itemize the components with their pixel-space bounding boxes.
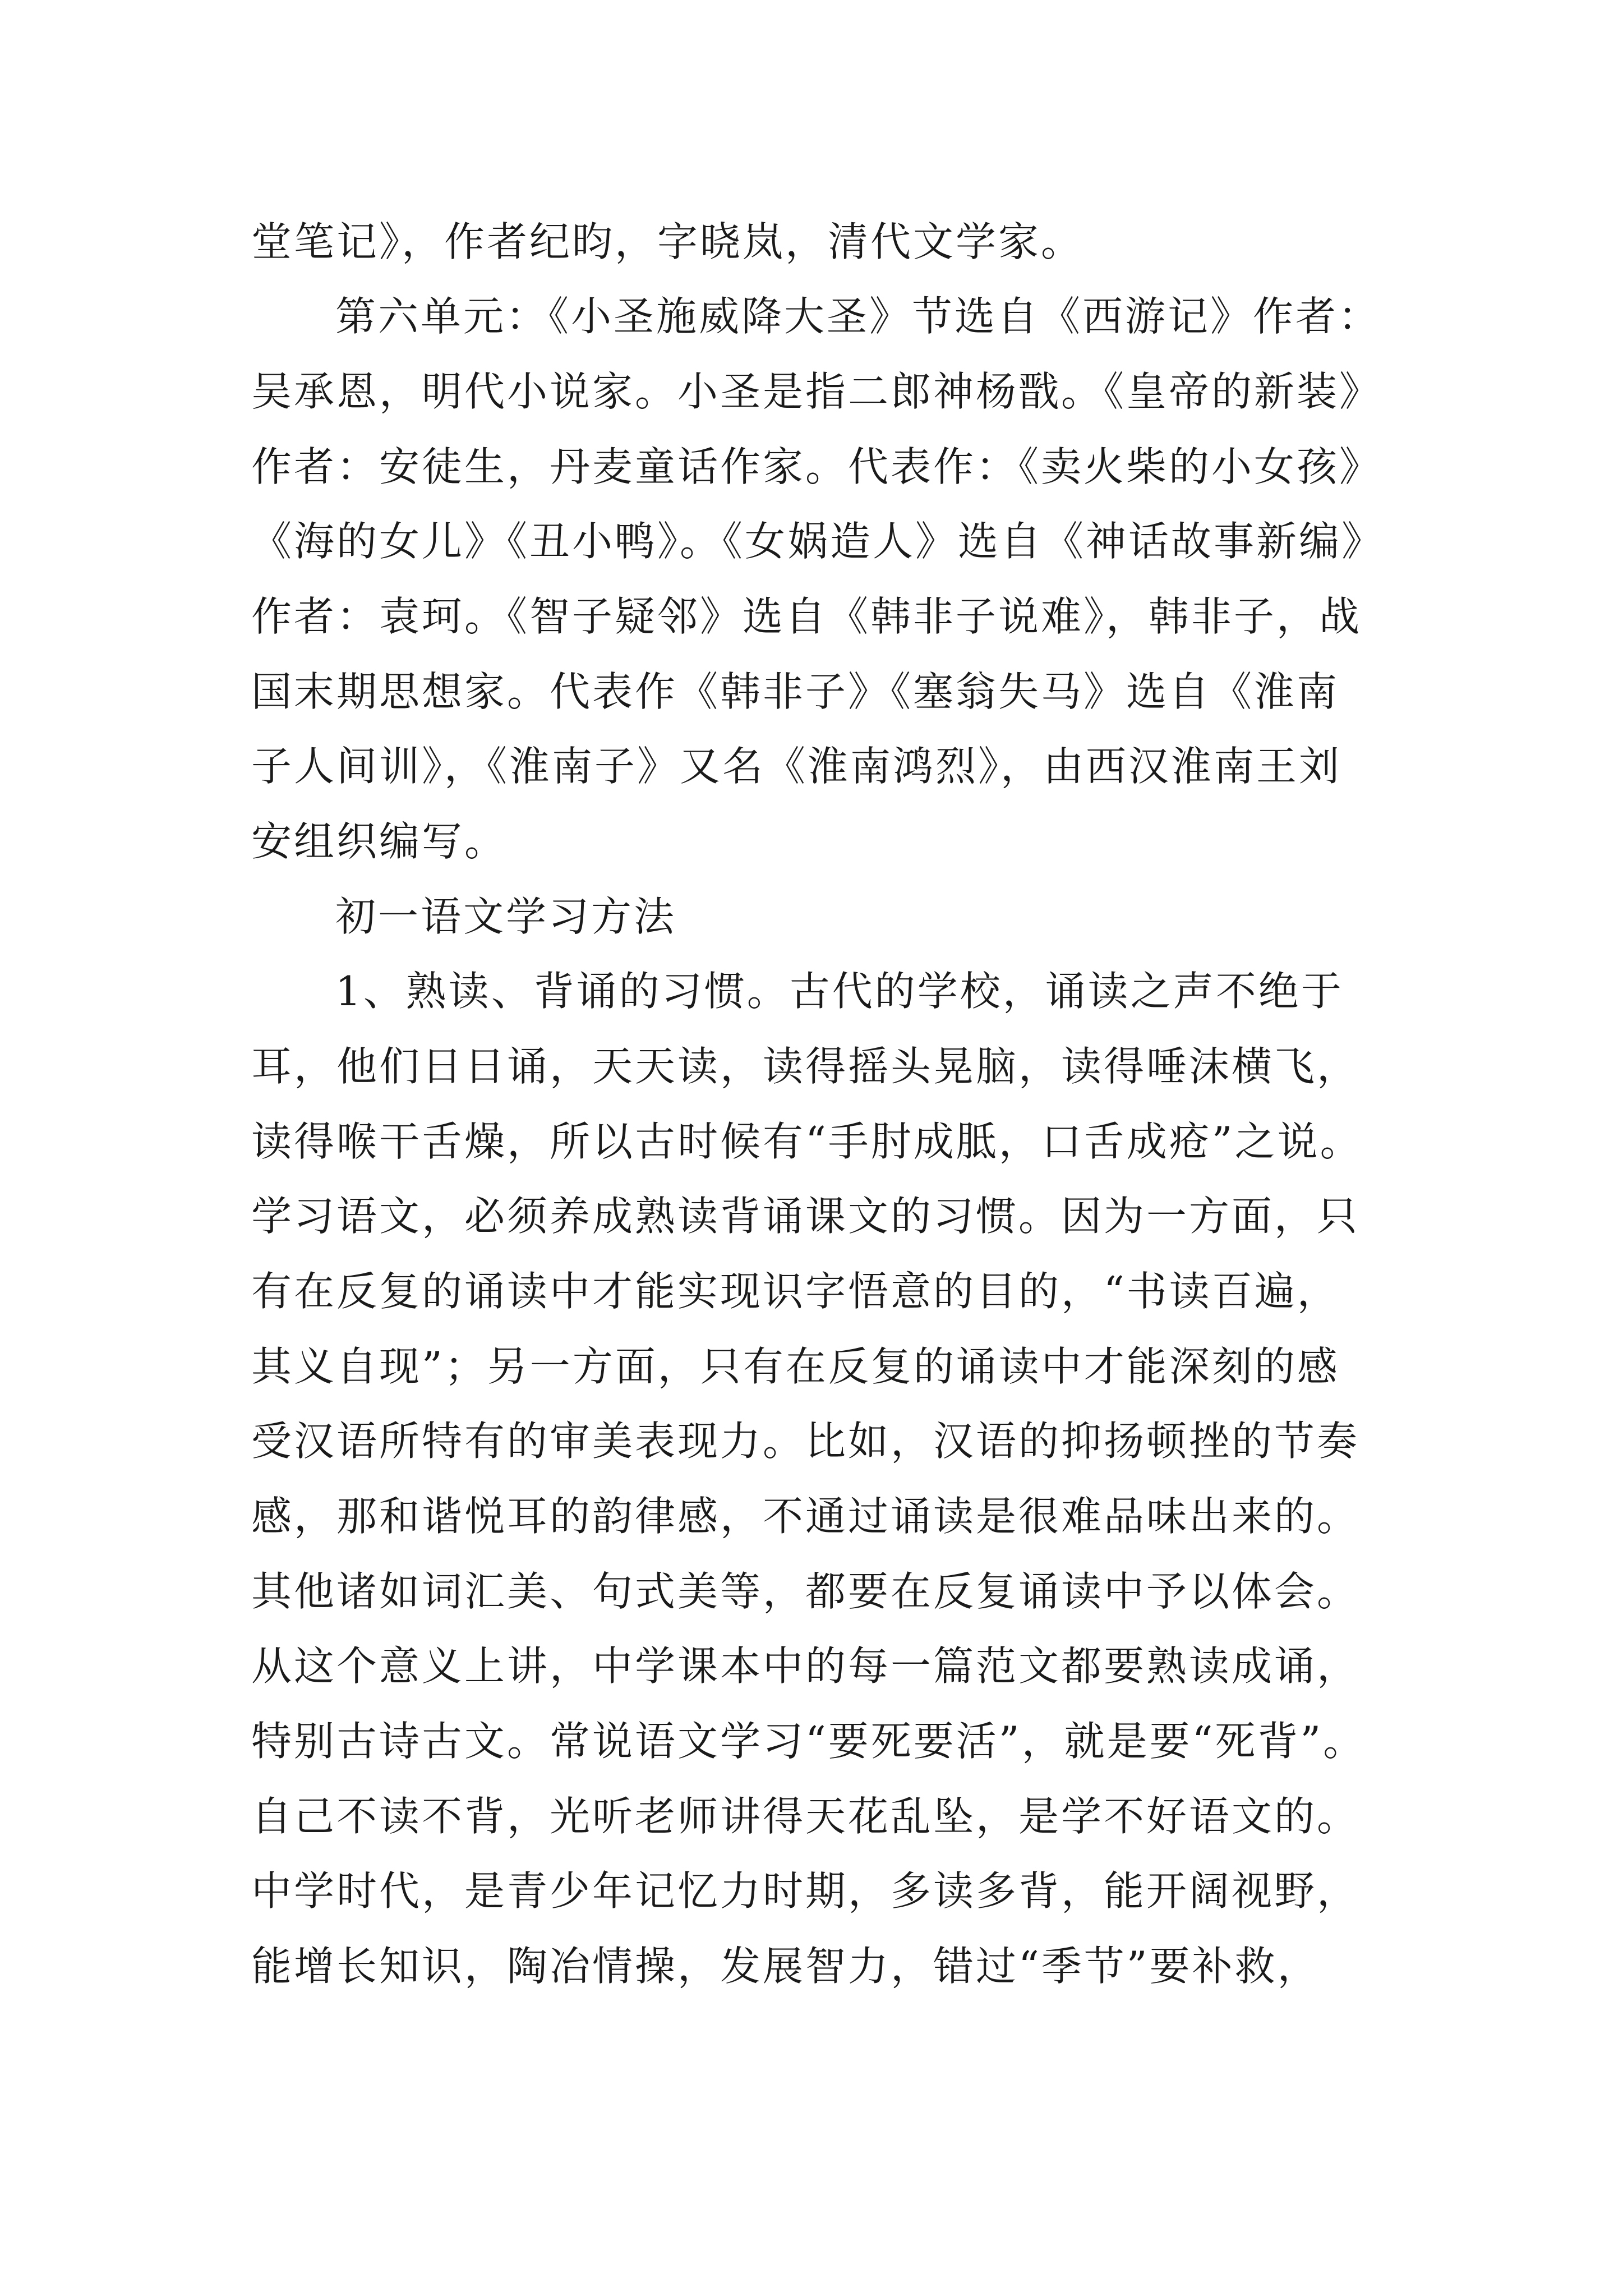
text-line: 能增长知识，陶冶情操，发展智力，错过“季节”要补救， [251,1943,1320,1990]
text-line: 特别古诗古文。常说语文学习“要死要活”，就是要“死背”。 [251,1718,1366,1765]
text-line: 从这个意义上讲，中学课本中的每一篇范文都要熟读成诵， [251,1642,1360,1690]
text-line: 安组织编写。 [251,818,508,865]
text-line: 中学时代，是青少年记忆力时期，多读多背，能开阔视野， [251,1867,1360,1915]
text-line: 其他诸如词汇美、句式美等，都要在反复诵读中予以体会。 [251,1568,1360,1615]
text-line: 读得喉干舌燥，所以古时候有“手肘成胝，口舌成疮”之说。 [251,1118,1363,1165]
text-line: 其义自现”；另一方面，只有在反复的诵读中才能深刻的感 [251,1343,1340,1390]
text-line: 《海的女儿》《丑小鸭》。《女娲造人》选自《神话故事新编》 [251,518,1385,565]
text-line: 自己不读不背，光听老师讲得天花乱坠，是学不好语文的。 [251,1793,1360,1840]
section-heading: 初一语文学习方法 [335,893,677,940]
text-line: 作者：安徒生，丹麦童话作家。代表作：《卖火柴的小女孩》 [251,443,1382,490]
text-line: 作者：袁珂。《智子疑邻》选自《韩非子说难》，韩非子，战 [251,593,1362,640]
text-line: 第六单元：《小圣施威降大圣》节选自《西游记》作者： [335,293,1381,340]
text-line: 感，那和谐悦耳的韵律感，不通过诵读是很难品味出来的。 [251,1493,1360,1540]
text-line: 1、熟读、背诵的习惯。古代的学校，诵读之声不绝于 [335,968,1344,1015]
text-line: 受汉语所特有的审美表现力。比如，汉语的抑扬顿挫的节奏 [251,1418,1360,1465]
text-line: 耳，他们日日诵，天天读，读得摇头晃脑，读得唾沫横飞， [251,1043,1360,1090]
text-line: 堂笔记》，作者纪昀，字晓岚，清代文学家。 [251,218,1084,265]
text-line: 学习语文，必须养成熟读背诵课文的习惯。因为一方面，只 [251,1193,1360,1240]
text-line: 国末期思想家。代表作《韩非子》《塞翁失马》选自《淮南 [251,668,1340,715]
text-line: 子人间训》，《淮南子》又名《淮南鸿烈》，由西汉淮南王刘 [251,743,1342,790]
text-line: 有在反复的诵读中才能实现识字悟意的目的，“书读百遍， [251,1268,1340,1315]
text-line: 吴承恩，明代小说家。小圣是指二郎神杨戬。《皇帝的新装》 [251,368,1382,415]
